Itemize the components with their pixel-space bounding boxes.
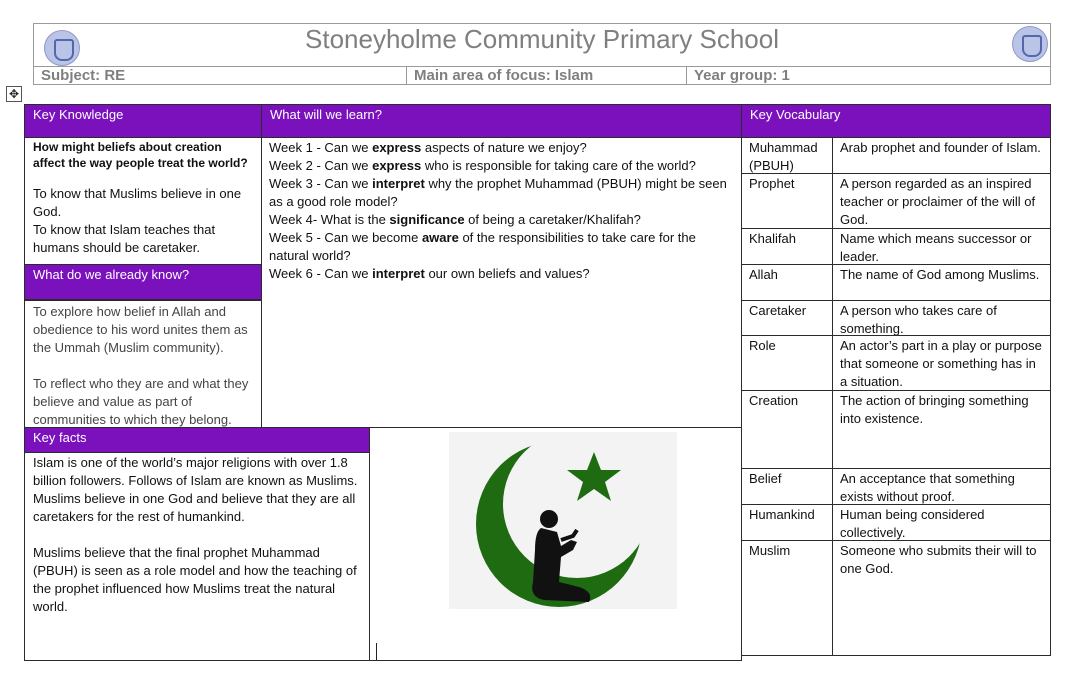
- key-knowledge-heading: Key Knowledge: [24, 104, 262, 138]
- focus-label: Main area of focus: Islam: [414, 67, 594, 84]
- learn-week-text: Week 3 - Can we: [269, 176, 373, 191]
- vocab-definition: An actor’s part in a play or purpose that someone or something has in a situation.: [832, 335, 1051, 391]
- text-cursor: [376, 643, 377, 660]
- vocab-term: Belief: [741, 468, 833, 505]
- key-knowledge-question: How might beliefs about creation affect the way people treat the world?: [33, 140, 248, 170]
- learn-week-text: Week 1 - Can we: [269, 140, 373, 155]
- learn-week-text: Week 5 - Can we become: [269, 230, 422, 245]
- learn-week-keyword: significance: [389, 212, 465, 227]
- learn-week-item: [269, 229, 734, 265]
- learn-week-text: our own beliefs and values?: [424, 266, 590, 281]
- learn-week-keyword: express: [372, 158, 422, 173]
- learn-week-text: who is responsible for taking care of the world?: [421, 158, 696, 173]
- learn-week-item: [269, 157, 734, 175]
- vocab-term: Humankind: [741, 504, 833, 541]
- key-facts-paragraph: Muslims believe that the final prophet Muhammad (PBUH) is seen as a role model and how the teaching of the prophet influenced how Muslims treat the natural world.: [33, 545, 357, 614]
- school-name: Stoneyholme Community Primary School: [305, 24, 779, 54]
- table-move-handle-icon[interactable]: ✥: [6, 86, 22, 102]
- vocab-term: Caretaker: [741, 300, 833, 336]
- crescent-illustration: [449, 432, 677, 609]
- already-know-content: [24, 300, 262, 428]
- key-facts-paragraph: Islam is one of the world’s major religions with over 1.8 billion followers. Follows of Islam are known as Muslims. Muslims believe in one God and believe that they are all caretakers for the rest of humankind.: [33, 455, 358, 524]
- vocab-definition: Arab prophet and founder of Islam.: [832, 137, 1051, 174]
- learn-week-keyword: interpret: [372, 176, 425, 191]
- vocab-term: Creation: [741, 390, 833, 469]
- key-knowledge-point: To know that Muslims believe in one God.: [33, 186, 242, 219]
- key-knowledge-point: To know that Islam teaches that humans should be caretaker.: [33, 222, 216, 255]
- key-facts-heading: Key facts: [24, 427, 370, 453]
- learn-week-text: Week 4- What is the: [269, 212, 390, 227]
- learn-week-keyword: express: [372, 140, 422, 155]
- vocab-heading: Key Vocabulary: [741, 104, 1051, 138]
- already-know-heading: What do we already know?: [24, 264, 262, 300]
- vocab-term: Muhammad (PBUH): [741, 137, 833, 174]
- crescent-star-praying-figure-icon: [449, 432, 677, 609]
- vocab-term: Allah: [741, 264, 833, 301]
- vocab-definition: The action of bringing something into existence.: [832, 390, 1051, 469]
- already-know-paragraph: To explore how belief in Allah and obedience to his word unites them as the Ummah (Muslim community).: [33, 304, 248, 355]
- weeks-list: [269, 139, 734, 283]
- learn-week-item: [269, 175, 734, 211]
- key-knowledge-content: [24, 137, 262, 265]
- learn-week-text: Week 2 - Can we: [269, 158, 373, 173]
- already-know-paragraph: To reflect who they are and what they believe and value as part of communities to which they belong.: [33, 376, 249, 427]
- vocab-term: Khalifah: [741, 228, 833, 265]
- learn-week-item: [269, 139, 734, 157]
- learn-week-text: of being a caretaker/Khalifah?: [464, 212, 641, 227]
- subject-label: Subject: RE: [41, 67, 126, 84]
- learn-week-keyword: interpret: [372, 266, 425, 281]
- learn-week-text: of the responsibilities to take care for the natural world?: [269, 230, 696, 263]
- year-group-label: Year group: 1: [694, 67, 790, 84]
- vocab-term: Prophet: [741, 173, 833, 229]
- vocab-term: Muslim: [741, 540, 833, 656]
- vocab-term: Role: [741, 335, 833, 391]
- vocab-definition: Human being considered collectively.: [832, 504, 1051, 541]
- vocab-definition: Someone who submits their will to one God.: [832, 540, 1051, 656]
- vocab-definition: Name which means successor or leader.: [832, 228, 1051, 265]
- vocab-definition: The name of God among Muslims.: [832, 264, 1051, 301]
- vocab-definition: A person regarded as an inspired teacher or proclaimer of the will of God.: [832, 173, 1051, 229]
- learn-week-text: aspects of nature we enjoy?: [421, 140, 587, 155]
- learn-week-text: why the prophet Muhammad (PBUH) might be seen as a good role model?: [269, 176, 727, 209]
- learn-week-item: [269, 211, 734, 229]
- learn-week-item: [269, 265, 734, 283]
- vocab-table: [741, 137, 1051, 661]
- learn-heading: What will we learn?: [261, 104, 742, 138]
- key-facts-content: [24, 452, 370, 661]
- learn-content: [261, 137, 742, 428]
- learn-week-text: Week 6 - Can we: [269, 266, 373, 281]
- learn-week-keyword: aware: [421, 230, 459, 245]
- vocab-definition: An acceptance that something exists without proof.: [832, 468, 1051, 505]
- vocab-definition: A person who takes care of something.: [832, 300, 1051, 336]
